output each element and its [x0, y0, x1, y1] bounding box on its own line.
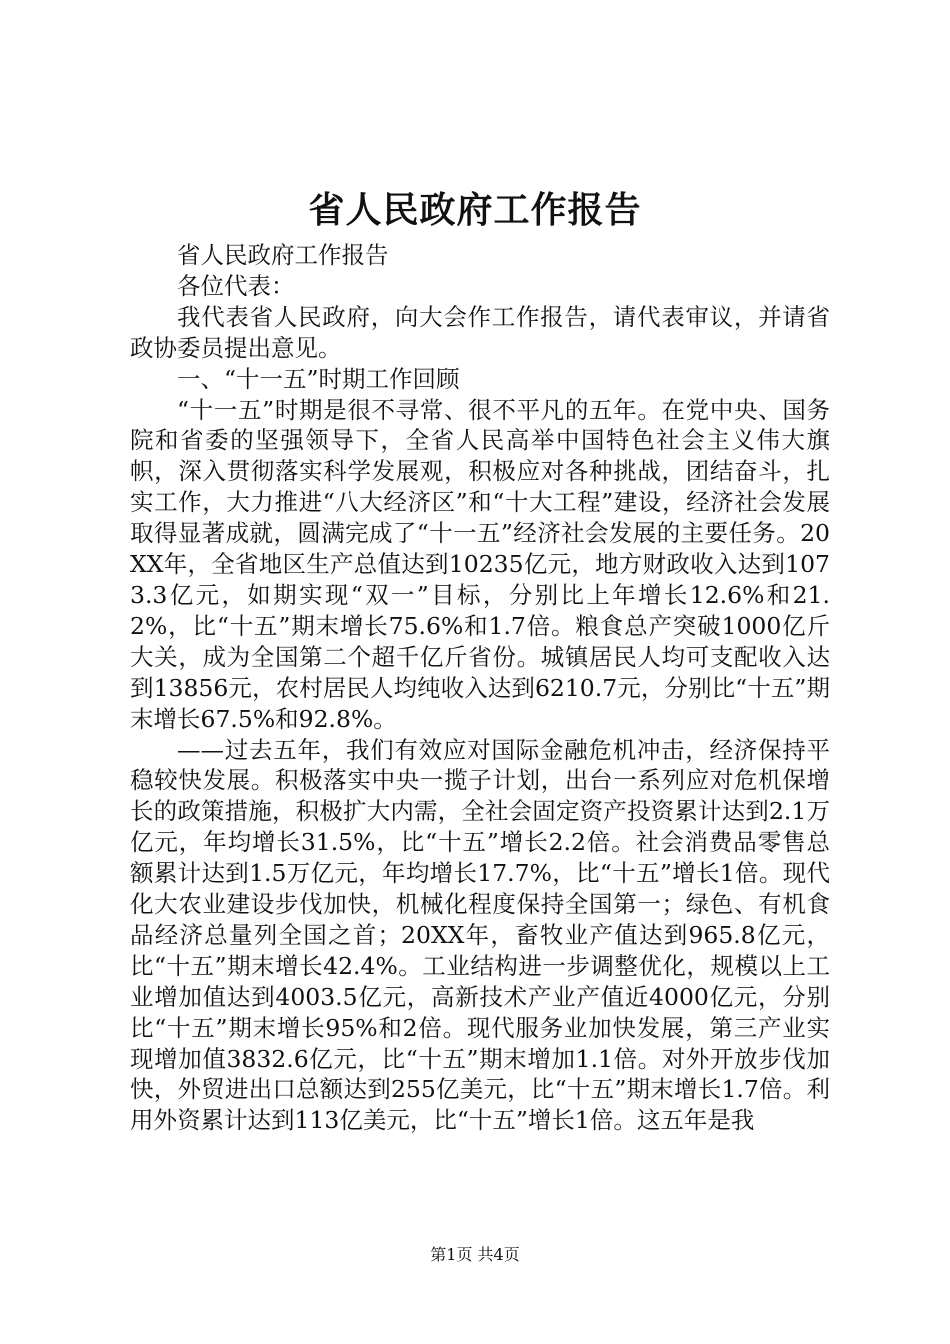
- paragraph-intro: 我代表省人民政府，向大会作工作报告，请代表审议，并请省政协委员提出意见。: [130, 302, 830, 362]
- paragraph-past-five-years: ——过去五年，我们有效应对国际金融危机冲击，经济保持平稳较快发展。积极落实中央一揽子计划，出台一系列应对危机保增长的政策措施，积极扩大内需，全社会固定资产投资累计达到2.1万亿元，年均增长31.5%，比“十五”增长2.2倍。社会消费品零售总额累计达到1.5万亿元，年均增长17.7%，比“十五”增长1倍。现代化大农业建设步伐加快，机械化程度保持全国第一；绿色、有机食品经济总量列全国之首；20XX年，畜牧业产值达到965.8亿元，比“十五”期末增长42.4%。工业结构进一步调整优化，规模以上工业增加值达到4003.5亿元，高新技术产业产值近4000亿元，分别比“十五”期末增长95%和2倍。现代服务业加快发展，第三产业实现增加值3832.6亿元，比“十五”期末增加1.1倍。对外开放步伐加快，外贸进出口总额达到255亿美元，比“十五”期末增长1.7倍。利用外资累计达到113亿美元，比“十五”增长1倍。这五年是我: [130, 735, 830, 1135]
- section-heading: 一、“十一五”时期工作回顾: [177, 364, 460, 393]
- document-body: [130, 240, 830, 1136]
- page-footer: 第1页 共4页: [430, 1245, 520, 1264]
- paragraph-subtitle: 省人民政府工作报告: [177, 241, 389, 269]
- document-title: 省人民政府工作报告: [308, 189, 642, 231]
- paragraph-salutation: 各位代表：: [177, 271, 295, 300]
- paragraph-review: “十一五”时期是很不寻常、很不平凡的五年。在党中央、国务院和省委的坚强领导下，全省人民高举中国特色社会主义伟大旗帜，深入贯彻落实科学发展观，积极应对各种挑战，团结奋斗，扎实工作，大力推进“八大经济区”和“十大工程”建设，经济社会发展取得显著成就，圆满完成了“十一五”经济社会发展的主要任务。20XX年，全省地区生产总值达到10235亿元，地方财政收入达到1073.3亿元，如期实现“双一”目标，分别比上年增长12.6%和21.2%，比“十五”期末增长75.6%和1.7倍。粮食总产突破1000亿斤大关，成为全国第二个超千亿斤省份。城镇居民人均可支配收入达到13856元，农村居民人均纯收入达到6210.7元，分别比“十五”期末增长67.5%和92.8%。: [130, 395, 830, 733]
